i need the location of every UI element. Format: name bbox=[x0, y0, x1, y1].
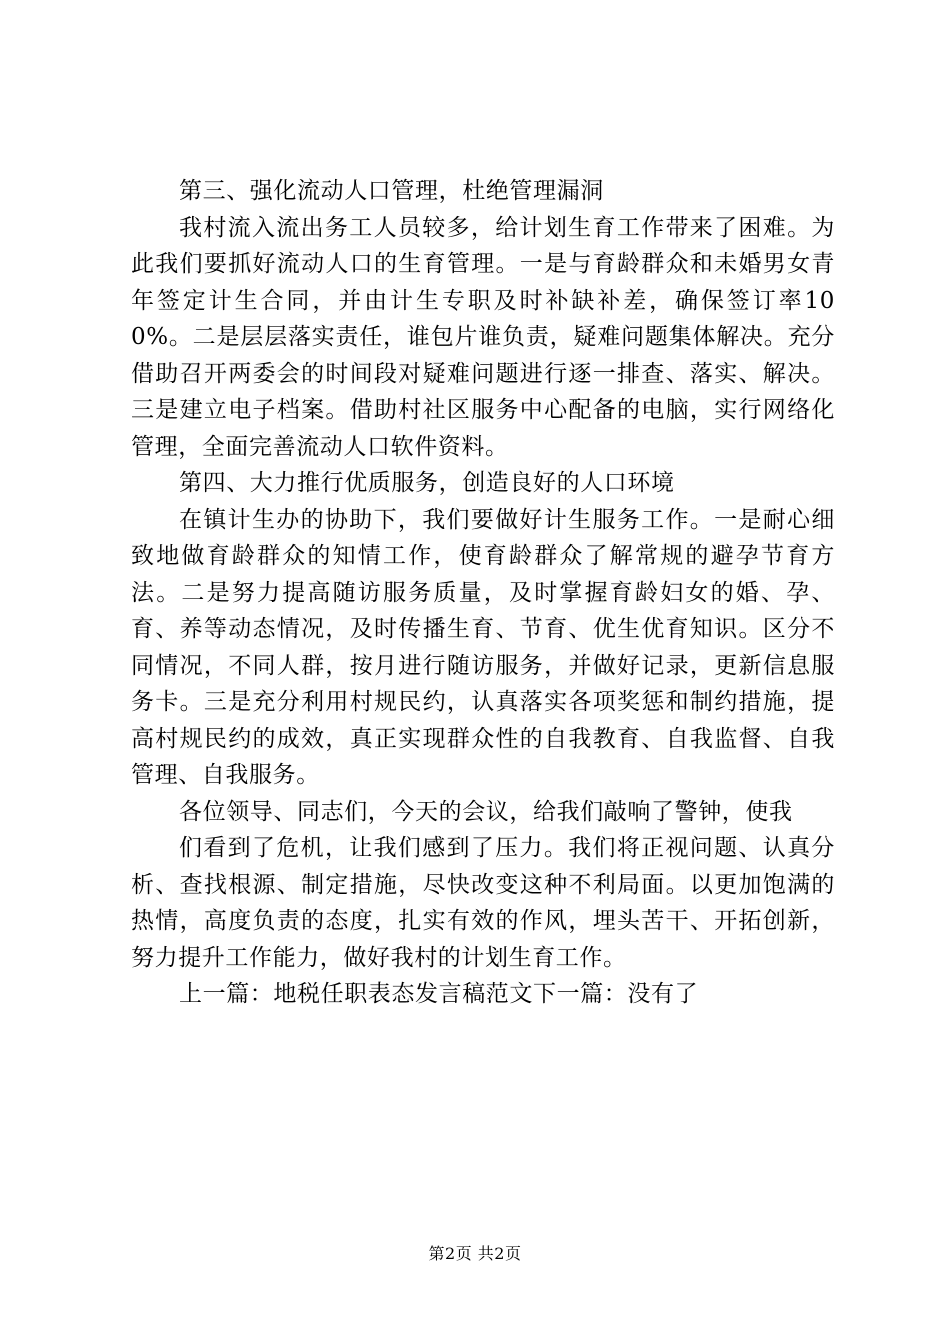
paragraph-closing-2: 们看到了危机，让我们感到了压力。我们将正视问题、认真分析、查找根源、制定措施，尽快改变这种不利局面。以更加饱满的热情，高度负责的态度，扎实有效的作风，埋头苦干、开拓创新，努力提升工作能力，做好我村的计划生育工作。 bbox=[131, 835, 835, 971]
paragraph-quality-service: 在镇计生办的协助下，我们要做好计生服务工作。一是耐心细致地做育龄群众的知情工作，使育龄群众了解常规的避孕节育方法。二是努力提高随访服务质量，及时掌握育龄妇女的婚、孕、育、养等动态情况，及时传播生育、节育、优生优育知识。区分不同情况，不同人群，按月进行随访服务，并做好记录，更新信息服务卡。三是充分利用村规民约，认真落实各项奖惩和制约措施，提高村规民约的成效，真正实现群众性的自我教育、自我监督、自我管理、自我服务。 bbox=[131, 506, 835, 788]
section-heading-4: 第四、大力推行优质服务，创造良好的人口环境 bbox=[179, 470, 675, 496]
paragraph-floating-population: 我村流入流出务工人员较多，给计划生育工作带来了困难。为此我们要抓好流动人口的生育管理。一是与育龄群众和未婚男女青年签定计生合同，并由计生专职及时补缺补差，确保签订率100%。二是层层落实责任，谁包片谁负责，疑难问题集体解决。充分借助召开两委会的时间段对疑难问题进行逐一排查、落实、解决。三是建立电子档案。借助村社区服务中心配备的电脑，实行网络化管理，全面完善流动人口软件资料。 bbox=[131, 214, 835, 460]
document-body bbox=[131, 173, 835, 1013]
prev-next-links[interactable]: 上一篇：地税任职表态发言稿范文下一篇：没有了 bbox=[179, 981, 699, 1007]
paragraph-closing-1: 各位领导、同志们，今天的会议，给我们敲响了警钟，使我 bbox=[179, 798, 793, 825]
page-number: 第2页 共2页 bbox=[428, 1244, 522, 1263]
section-heading-3: 第三、强化流动人口管理，杜绝管理漏洞 bbox=[179, 178, 604, 204]
